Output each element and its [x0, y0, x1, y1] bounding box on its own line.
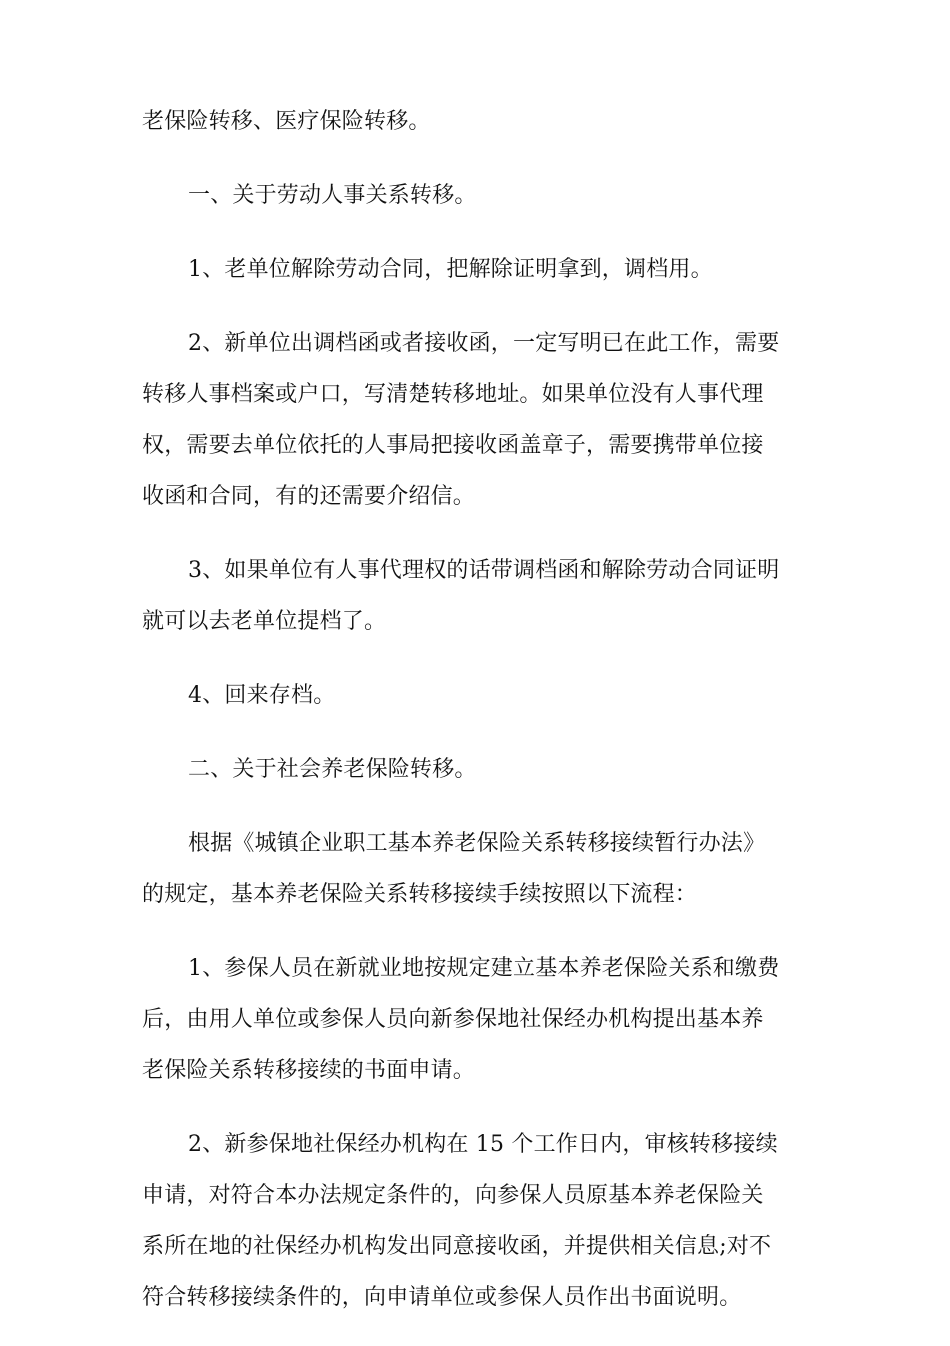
document-page [142, 96, 814, 1346]
text-line: 就可以去老单位提档了。 [142, 609, 387, 634]
section-1-item-3 [142, 545, 814, 647]
text-line: 转移人事档案或户口，写清楚转移地址。如果单位没有人事代理 [142, 382, 764, 407]
section-1-item-4 [142, 670, 814, 721]
text-line: 1、老单位解除劳动合同，把解除证明拿到，调档用。 [188, 257, 713, 282]
text-line: 申请，对符合本办法规定条件的，向参保人员原基本养老保险关 [142, 1183, 764, 1208]
section-1-item-1 [142, 244, 814, 295]
text-line: 4、回来存档。 [188, 683, 336, 708]
text-line: 根据《城镇企业职工基本养老保险关系转移接续暂行办法》 [188, 831, 766, 856]
text-line: 收函和合同，有的还需要介绍信。 [142, 484, 476, 509]
text-line: 符合转移接续条件的，向申请单位或参保人员作出书面说明。 [142, 1285, 742, 1310]
section-2-heading [142, 744, 814, 795]
text-line: 的规定，基本养老保险关系转移接续手续按照以下流程： [142, 882, 698, 907]
section-2-item-2 [142, 1119, 814, 1323]
section-2-item-1 [142, 943, 814, 1096]
paragraph-continuation [142, 96, 814, 147]
section-1-heading [142, 170, 814, 221]
text-line: 权，需要去单位依托的人事局把接收函盖章子，需要携带单位接 [142, 433, 764, 458]
text-line: 系所在地的社保经办机构发出同意接收函，并提供相关信息;对不 [142, 1234, 772, 1259]
text-line: 老保险关系转移接续的书面申请。 [142, 1058, 476, 1083]
text-line: 后，由用人单位或参保人员向新参保地社保经办机构提出基本养 [142, 1007, 764, 1032]
text-line: 3、如果单位有人事代理权的话带调档函和解除劳动合同证明 [188, 558, 780, 583]
text-line: 二、关于社会养老保险转移。 [188, 757, 477, 782]
text-line: 1、参保人员在新就业地按规定建立基本养老保险关系和缴费 [188, 956, 780, 981]
text-line: 老保险转移、医疗保险转移。 [142, 109, 431, 134]
text-line: 一、关于劳动人事关系转移。 [188, 183, 477, 208]
section-1-item-2 [142, 318, 814, 522]
text-line: 2、新参保地社保经办机构在 15 个工作日内，审核转移接续 [188, 1132, 778, 1157]
text-line: 2、新单位出调档函或者接收函，一定写明已在此工作，需要 [188, 331, 780, 356]
section-2-intro [142, 818, 814, 920]
